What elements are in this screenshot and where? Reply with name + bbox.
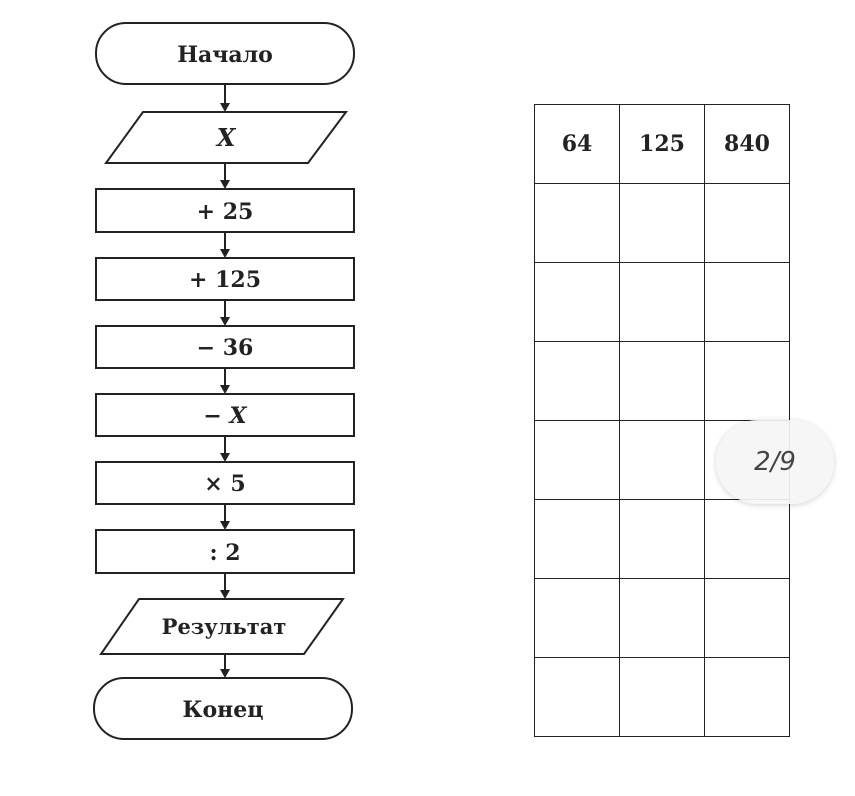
process-step	[96, 258, 354, 300]
table-cell[interactable]	[620, 263, 705, 342]
process-step	[96, 462, 354, 504]
table-cell[interactable]	[705, 263, 790, 342]
input-label: X	[216, 123, 236, 152]
table-row	[535, 579, 790, 658]
process-step	[96, 326, 354, 368]
step-label: + 125	[188, 267, 262, 293]
table-cell[interactable]	[620, 658, 705, 737]
page-indicator: 2/9	[716, 420, 834, 504]
table-cell[interactable]	[620, 421, 705, 500]
table-cell[interactable]	[535, 500, 620, 579]
table-cell[interactable]	[535, 342, 620, 421]
connectors	[220, 84, 230, 678]
process-step	[96, 530, 354, 573]
table-row	[535, 263, 790, 342]
step-label: × 5	[204, 471, 246, 497]
table-cell[interactable]	[705, 579, 790, 658]
table-cell[interactable]	[535, 184, 620, 263]
output-label: Результат	[161, 614, 287, 639]
table-cell[interactable]	[535, 658, 620, 737]
table-header-cell: 840	[705, 105, 790, 184]
table-cell[interactable]	[705, 184, 790, 263]
process-step	[96, 189, 354, 232]
step-label: + 25	[196, 199, 254, 225]
table-cell[interactable]	[705, 658, 790, 737]
table-cell[interactable]	[535, 579, 620, 658]
output-parallelogram	[101, 599, 343, 654]
start-label: Начало	[177, 42, 273, 68]
table-row	[535, 658, 790, 737]
table-row	[535, 184, 790, 263]
step-label: − X	[203, 403, 247, 429]
table-cell[interactable]	[535, 263, 620, 342]
table-header-cell: 125	[620, 105, 705, 184]
table-cell[interactable]	[620, 579, 705, 658]
table-header-cell: 64	[535, 105, 620, 184]
table-row	[535, 342, 790, 421]
process-step	[96, 394, 354, 436]
table-cell[interactable]	[620, 500, 705, 579]
table-row	[535, 500, 790, 579]
start-terminator	[96, 23, 354, 84]
table-cell[interactable]	[620, 342, 705, 421]
table-header-row	[535, 105, 790, 184]
step-label: − 36	[196, 335, 254, 361]
table-cell[interactable]	[705, 500, 790, 579]
table-cell[interactable]	[620, 184, 705, 263]
end-terminator	[94, 678, 352, 739]
table-cell[interactable]	[705, 342, 790, 421]
table-cell[interactable]	[535, 421, 620, 500]
input-parallelogram	[106, 112, 346, 163]
step-label: : 2	[209, 540, 241, 566]
flowchart	[0, 0, 400, 796]
end-label: Конец	[182, 697, 264, 723]
